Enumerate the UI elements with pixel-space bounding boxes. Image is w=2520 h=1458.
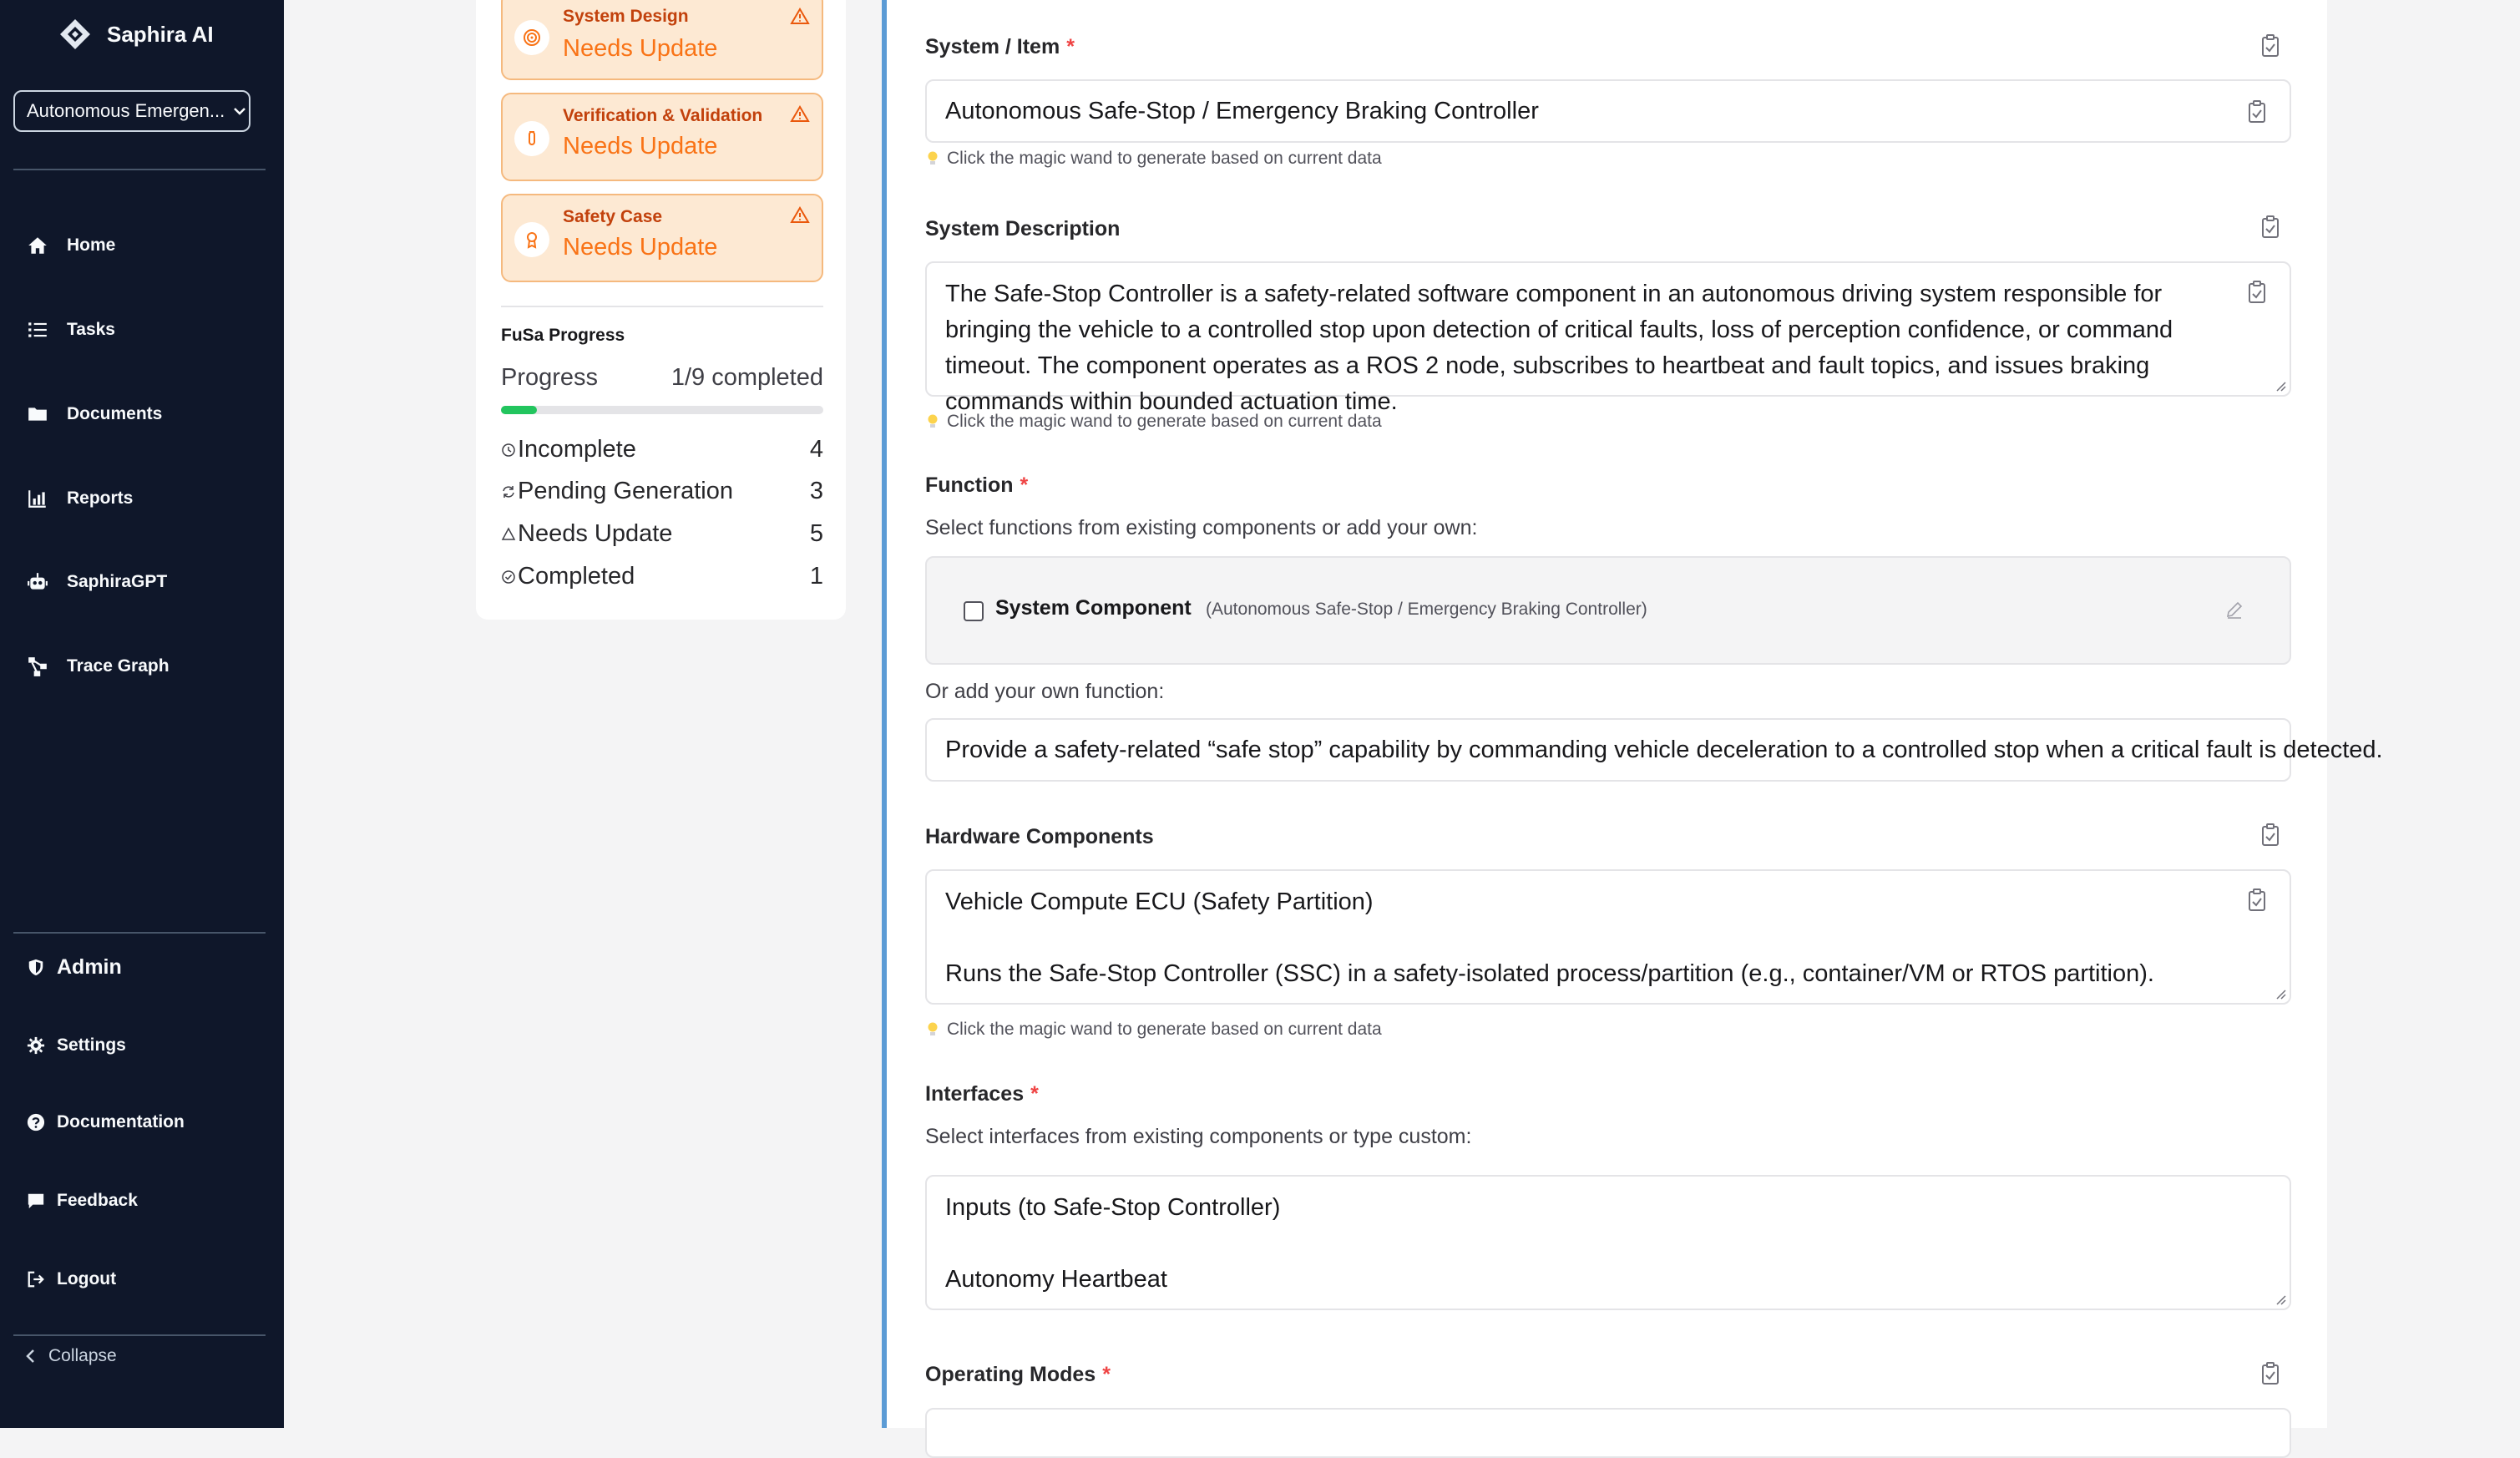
warning-icon xyxy=(790,7,810,27)
function-label: Function * xyxy=(925,473,1029,497)
nav-item-home[interactable] xyxy=(27,229,115,262)
award-icon xyxy=(523,230,541,249)
clipboard-icon[interactable] xyxy=(2258,215,2283,240)
stat-pending-generation xyxy=(501,478,823,505)
nav-item-label: Documentation xyxy=(57,1112,185,1131)
resize-handle-icon[interactable] xyxy=(2275,380,2286,392)
nav-item-logout[interactable] xyxy=(27,1263,116,1296)
clock-icon xyxy=(501,443,516,458)
resize-handle-icon[interactable] xyxy=(2275,988,2286,1000)
magic-wand-hint: Click the magic wand to generate based on current data xyxy=(927,1020,1382,1040)
nav-item-label: Home xyxy=(67,235,116,255)
project-select-value: Autonomous Emergen... xyxy=(27,100,225,121)
check-circle-icon xyxy=(501,570,516,585)
help-circle-icon xyxy=(27,1113,45,1131)
stat-label: Completed xyxy=(518,563,635,590)
stat-incomplete xyxy=(501,436,823,463)
stage-title: Safety Case xyxy=(563,207,663,226)
nav-item-settings[interactable] xyxy=(27,1029,126,1062)
system-item-input[interactable] xyxy=(925,79,2291,143)
chevron-left-icon xyxy=(23,1348,37,1364)
hardware-components-label: Hardware Components xyxy=(925,825,1154,848)
interfaces-textarea[interactable] xyxy=(925,1175,2291,1310)
stage-icon-wrap xyxy=(514,20,549,55)
fusa-progress-title: FuSa Progress xyxy=(501,326,625,345)
function-subtitle: Select functions from existing components or add your own: xyxy=(925,516,1478,539)
interfaces-label: Interfaces * xyxy=(925,1082,1039,1106)
stat-needs-update xyxy=(501,520,823,548)
logout-icon xyxy=(27,1270,45,1288)
stage-verification-validation[interactable] xyxy=(501,93,823,181)
nav-item-label: SaphiraGPT xyxy=(67,572,168,591)
own-function-input[interactable] xyxy=(925,718,2383,782)
saphira-logo-icon xyxy=(58,18,92,51)
stage-status: Needs Update xyxy=(563,35,718,62)
nav-item-label: Documents xyxy=(67,404,163,423)
function-options xyxy=(925,556,2291,665)
progress-label: Progress xyxy=(501,364,599,391)
stage-status: Needs Update xyxy=(563,133,718,159)
stage-title: System Design xyxy=(563,7,689,26)
graph-icon xyxy=(27,656,48,677)
sidebar-divider xyxy=(13,932,266,934)
system-component-checkbox[interactable] xyxy=(964,601,984,621)
nav-item-documentation[interactable] xyxy=(27,1106,185,1139)
function-component-detail: (Autonomous Safe-Stop / Emergency Braking Controller) xyxy=(1206,600,1647,619)
collapse-label: Collapse xyxy=(48,1346,117,1365)
chevron-down-icon xyxy=(231,103,248,119)
refresh-icon xyxy=(501,484,516,499)
brand[interactable] xyxy=(58,17,214,52)
own-function-label: Or add your own function: xyxy=(925,680,1165,703)
shield-icon xyxy=(27,958,45,976)
nav-item-label: Admin xyxy=(57,954,122,979)
project-select[interactable] xyxy=(13,90,250,132)
lightbulb-icon xyxy=(927,1021,939,1038)
system-description-value: The Safe-Stop Controller is a safety-related software component in an autonomous driving system responsible for bringing the vehicle to a controlled stop upon detection of critical faults, loss of perception confidence, or command timeout. The component operates as a ROS 2 node, subscribes to heartbeat and fault topics, and issues braking commands within bounded actuation time. xyxy=(945,281,2180,415)
chart-icon xyxy=(27,488,48,509)
stat-label: Pending Generation xyxy=(518,478,733,504)
app-name: Saphira AI xyxy=(107,21,214,47)
system-item-label: System / Item * xyxy=(925,35,1075,58)
stat-count: 1 xyxy=(809,563,823,590)
folder-icon xyxy=(27,403,48,425)
resize-handle-icon[interactable] xyxy=(2275,1293,2286,1305)
stage-icon-wrap xyxy=(514,121,549,156)
progress-value: 1/9 completed xyxy=(670,364,823,391)
nav-item-trace-graph[interactable] xyxy=(27,650,170,683)
stage-safety-case[interactable] xyxy=(501,194,823,282)
hardware-line-2: Runs the Safe-Stop Controller (SSC) in a safety-isolated process/partition (e.g., container/VM or RTOS partition). xyxy=(945,960,2154,987)
robot-icon xyxy=(27,571,48,593)
nav-item-label: Settings xyxy=(57,1035,126,1055)
clipboard-icon[interactable] xyxy=(2244,99,2270,124)
warning-icon xyxy=(501,527,516,542)
nav-item-feedback[interactable] xyxy=(27,1184,138,1218)
stage-system-design[interactable] xyxy=(501,0,823,80)
flask-icon xyxy=(523,129,541,148)
clipboard-icon[interactable] xyxy=(2244,888,2270,913)
sidebar-divider xyxy=(13,1334,266,1336)
clipboard-icon[interactable] xyxy=(2258,33,2283,58)
interfaces-line-1: Inputs (to Safe-Stop Controller) xyxy=(945,1194,1281,1221)
system-item-value: Autonomous Safe-Stop / Emergency Braking Controller xyxy=(945,98,1539,124)
operating-modes-label: Operating Modes * xyxy=(925,1363,1111,1386)
stat-count: 4 xyxy=(809,436,823,463)
stat-label: Needs Update xyxy=(518,520,673,547)
nav-item-label: Reports xyxy=(67,489,134,508)
progress-divider xyxy=(501,306,823,307)
interfaces-line-2: Autonomy Heartbeat xyxy=(945,1266,1167,1293)
nav-item-documents[interactable] xyxy=(27,397,162,431)
message-icon xyxy=(27,1192,45,1210)
interfaces-subtitle: Select interfaces from existing components or type custom: xyxy=(925,1125,1472,1148)
nav-item-label: Feedback xyxy=(57,1191,138,1210)
sidebar-divider xyxy=(13,169,266,170)
hardware-components-textarea[interactable] xyxy=(925,869,2291,1005)
stat-count: 3 xyxy=(809,478,823,504)
stage-title: Verification & Validation xyxy=(563,106,763,125)
system-description-textarea[interactable] xyxy=(925,261,2291,415)
pencil-icon[interactable] xyxy=(2224,600,2244,620)
target-icon xyxy=(523,28,541,47)
lightbulb-icon xyxy=(927,150,939,167)
stat-label: Incomplete xyxy=(518,436,636,463)
lightbulb-icon xyxy=(927,413,939,430)
home-icon xyxy=(27,235,48,256)
magic-wand-hint: Click the magic wand to generate based on current data xyxy=(927,149,1382,169)
progress-bar xyxy=(501,406,823,414)
warning-icon xyxy=(790,104,810,124)
nav-item-label: Trace Graph xyxy=(67,656,170,676)
own-function-value: Provide a safety-related “safe stop” capability by commanding vehicle deceleration to a controlled stop when a critical fault is detected. xyxy=(945,737,2383,763)
stat-count: 5 xyxy=(809,520,823,547)
clipboard-icon[interactable] xyxy=(2258,823,2283,848)
progress-bar-fill xyxy=(501,406,537,414)
nav-item-label: Logout xyxy=(57,1269,117,1288)
nav-item-tasks[interactable] xyxy=(27,313,115,347)
nav-item-admin[interactable] xyxy=(27,950,122,984)
stage-status: Needs Update xyxy=(563,234,718,261)
collapse-button[interactable] xyxy=(23,1346,117,1366)
hardware-line-1: Vehicle Compute ECU (Safety Partition) xyxy=(945,888,1374,915)
magic-wand-hint: Click the magic wand to generate based on current data xyxy=(927,412,1382,432)
sidebar xyxy=(0,0,284,1428)
gear-icon xyxy=(27,1036,45,1055)
function-component-name: System Component xyxy=(995,596,1192,620)
clipboard-icon[interactable] xyxy=(2244,280,2270,305)
stat-completed xyxy=(501,563,823,590)
progress-row xyxy=(501,364,823,392)
nav-item-saphiragpt[interactable] xyxy=(27,565,167,599)
warning-icon xyxy=(790,205,810,225)
clipboard-icon[interactable] xyxy=(2258,1361,2283,1386)
operating-modes-input[interactable] xyxy=(925,1408,2291,1458)
stage-icon-wrap xyxy=(514,222,549,257)
nav-item-reports[interactable] xyxy=(27,482,133,515)
system-description-label: System Description xyxy=(925,217,1121,240)
list-icon xyxy=(27,319,48,341)
nav-item-label: Tasks xyxy=(67,320,115,339)
